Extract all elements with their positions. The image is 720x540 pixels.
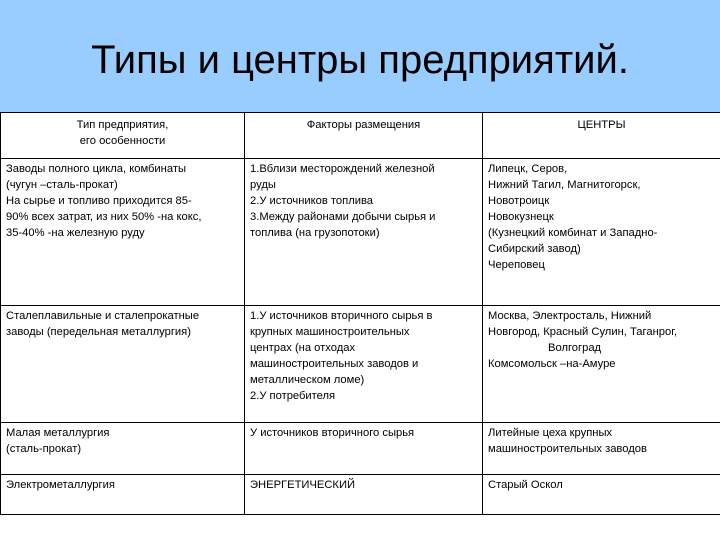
cell-line: Новотроицк — [488, 195, 550, 207]
cell-line: Сибирский завод) — [488, 243, 581, 255]
cell-line: центрах (на отходах — [250, 342, 356, 354]
cell-factors — [245, 475, 483, 515]
cell-line: Сталеплавильные и сталепрокатные — [6, 310, 200, 322]
cell-line: (сталь-прокат) — [6, 443, 82, 455]
cell-line: заводы (передельная металлургия) — [6, 326, 191, 338]
cell-line: 1.У источников вторичного сырья в — [250, 310, 433, 322]
cell-line: машиностроительных заводов и — [250, 358, 419, 370]
cell-line: У источников вторичного сырья — [250, 427, 415, 439]
cell-line: руды — [250, 179, 276, 191]
cell-line: Москва, Электросталь, Нижний — [488, 310, 652, 322]
cell-line: 3.Между районами добычи сырья и — [250, 211, 436, 223]
header-line: Факторы размещения — [306, 119, 421, 131]
cell-line: топлива (на грузопотоки) — [250, 227, 380, 239]
cell-line: На сырье и топливо приходится 85- — [6, 195, 192, 207]
header-line: Тип предприятия, — [76, 119, 169, 131]
cell-type — [1, 423, 245, 475]
header-centers — [483, 113, 720, 159]
table-row — [1, 423, 720, 475]
cell-type — [1, 475, 245, 515]
cell-line: Старый Оскол — [488, 479, 563, 491]
cell-line: крупных машиностроительных — [250, 326, 410, 338]
cell-line: Череповец — [488, 259, 545, 271]
cell-line: машиностроительных заводов — [488, 443, 647, 455]
header-enterprise-type — [1, 113, 245, 159]
cell-line: Комсомольск –на-Амуре — [488, 358, 616, 370]
cell-line: Новокузнецк — [488, 211, 554, 223]
cell-line: 1.Вблизи месторождений железной — [250, 163, 435, 175]
cell-factors — [245, 423, 483, 475]
header-line: его особенности — [79, 135, 166, 147]
cell-line: (чугун –сталь-прокат) — [6, 179, 118, 191]
cell-line: Липецк, Серов, — [488, 163, 568, 175]
cell-line: Новгород, Красный Сулин, Таганрог, — [488, 326, 678, 338]
cell-type — [1, 306, 245, 423]
header-placement-factors — [245, 113, 483, 159]
cell-centers — [483, 306, 720, 423]
cell-line: Заводы полного цикла, комбинаты — [6, 163, 187, 175]
cell-line: (Кузнецкий комбинат и Западно- — [488, 227, 658, 239]
cell-line: 90% всех затрат, из них 50% -на кокс, — [6, 211, 202, 223]
cell-line: металлическом ломе) — [250, 374, 365, 386]
cell-line: Электрометаллургия — [6, 479, 115, 491]
cell-line: 35-40% -на железную руду — [6, 227, 145, 239]
cell-centers — [483, 475, 720, 515]
page-title: Типы и центры предприятий. — [91, 38, 629, 82]
cell-line: Малая металлургия — [6, 427, 110, 439]
cell-centers — [483, 159, 720, 306]
cell-factors — [245, 306, 483, 423]
cell-type — [1, 159, 245, 306]
cell-factors — [245, 159, 483, 306]
table-row — [1, 159, 720, 306]
cell-line: 2.У источников топлива — [250, 195, 374, 207]
cell-line: Нижний Тагил, Магнитогорск, — [488, 179, 641, 191]
table-row — [1, 306, 720, 423]
table-row — [1, 475, 720, 515]
cell-line: Волгоград — [548, 342, 602, 354]
cell-line: 2.У потребителя — [250, 390, 336, 402]
cell-line: ЭНЕРГЕТИЧЕСКИЙ — [250, 479, 356, 491]
cell-centers — [483, 423, 720, 475]
table-header-row — [1, 113, 720, 159]
cell-line: Литейные цеха крупных — [488, 427, 613, 439]
enterprise-table — [0, 112, 720, 515]
header-line: ЦЕНТРЫ — [577, 119, 626, 131]
